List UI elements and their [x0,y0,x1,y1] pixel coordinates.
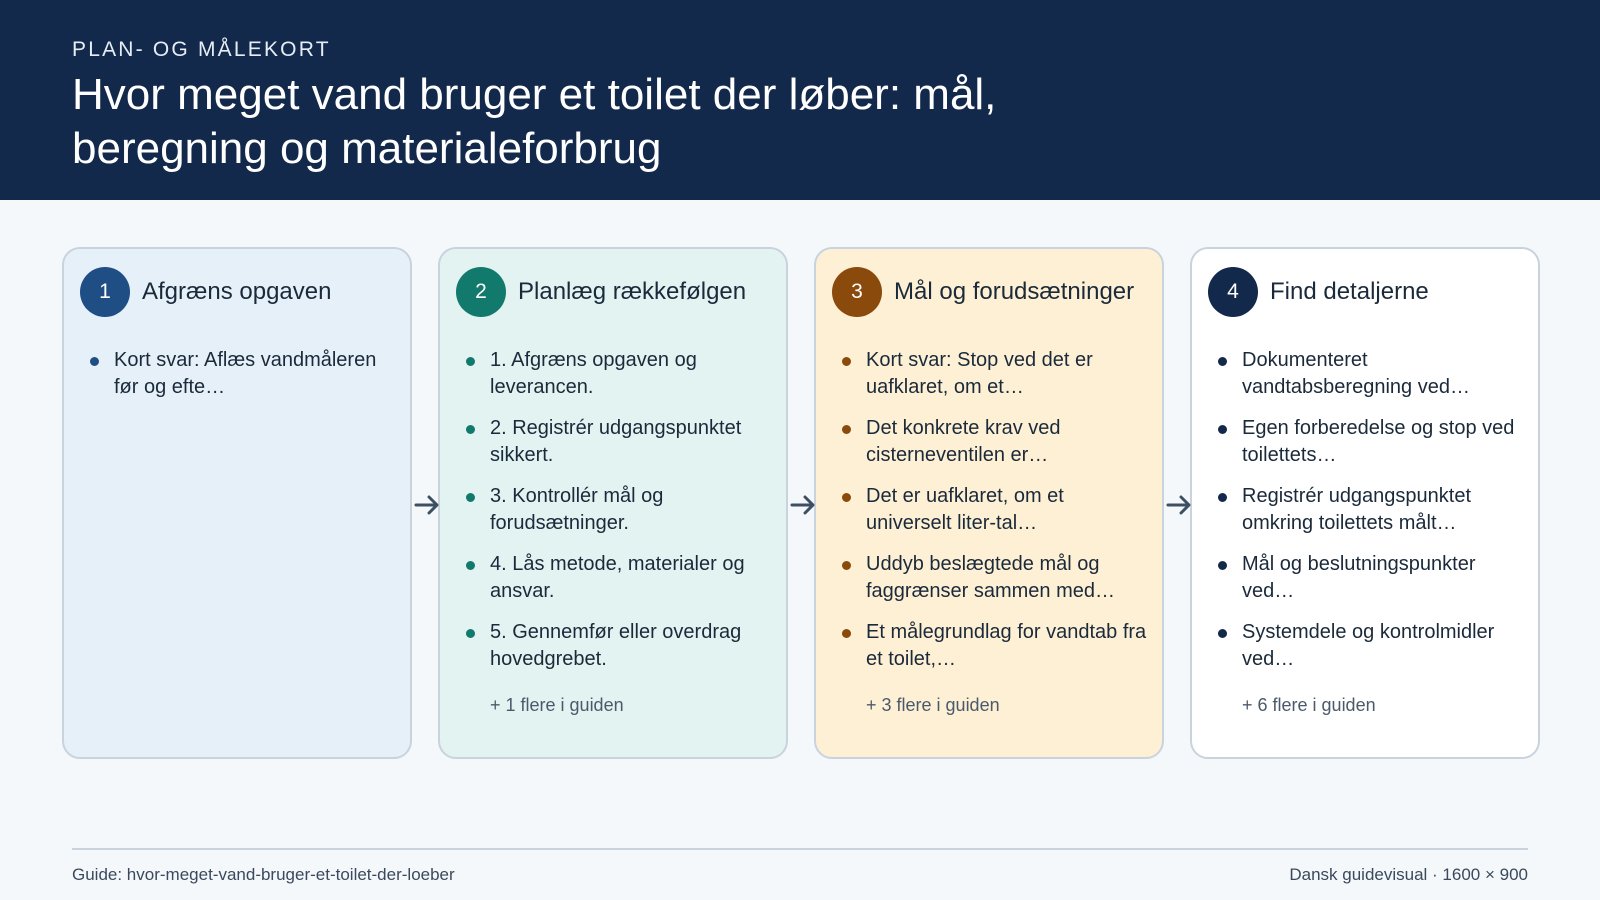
more-in-guide-note: + 6 flere i guiden [1242,695,1376,715]
step-item-list [842,347,1152,687]
list-item [842,347,1152,401]
bullet-icon [1218,629,1227,638]
list-item [1218,619,1528,673]
step-item-list [90,347,400,415]
step-number-badge: 1 [80,267,130,317]
bullet-icon [466,493,475,502]
bullet-icon [1218,357,1227,366]
page-title: Hvor meget vand bruger et toilet der løber: mål, beregning og materialeforbrug [72,70,997,173]
list-item [466,619,776,673]
bullet-icon [842,629,851,638]
step-card-1 [62,247,412,759]
bullet-icon [842,425,851,434]
list-item [466,347,776,401]
list-item-text: 5. Gennemfør eller overdrag hovedgrebet. [490,621,742,670]
step-card-title: Find detaljerne [1270,278,1429,305]
footer-guide-slug: Guide: hvor-meget-vand-bruger-et-toilet-der-loeber [72,865,455,884]
list-item-text: Uddyb beslægtede mål og faggrænser sammen med… [866,553,1115,602]
step-item-list [1218,347,1528,687]
list-item-text: Egen forberedelse og stop ved toilettets… [1242,417,1515,466]
list-item [842,415,1152,469]
bullet-icon [1218,425,1227,434]
bullet-icon [466,357,475,366]
bullet-icon [1218,561,1227,570]
step-card-title: Afgræns opgaven [142,278,332,305]
list-item [1218,415,1528,469]
bullet-icon [1218,493,1227,502]
eyebrow-label: PLAN- OG MÅLEKORT [72,38,331,61]
list-item-text: 1. Afgræns opgaven og leverancen. [490,349,697,398]
list-item-text: Registrér udgangspunktet omkring toilettets målt… [1242,485,1472,534]
step-card-3 [814,247,1164,759]
list-item [1218,347,1528,401]
arrow-right-icon [788,490,818,520]
bullet-icon [90,357,99,366]
header-banner [0,0,1600,200]
step-card-4 [1190,247,1540,759]
list-item-text: Det er uafklaret, om et universelt liter-tal… [866,485,1064,534]
bullet-icon [842,561,851,570]
more-in-guide-note: + 3 flere i guiden [866,695,1000,715]
bullet-icon [466,629,475,638]
bullet-icon [842,493,851,502]
list-item-text: Det konkrete krav ved cisterneventilen er… [866,417,1061,466]
list-item [842,483,1152,537]
footer-credit: Dansk guidevisual · 1600 × 900 [1289,865,1528,884]
step-item-list [466,347,776,687]
step-number-badge: 2 [456,267,506,317]
step-number-badge: 4 [1208,267,1258,317]
bullet-icon [842,357,851,366]
list-item-text: Kort svar: Aflæs vandmåleren før og efte… [114,349,377,398]
list-item [1218,551,1528,605]
list-item-text: 2. Registrér udgangspunktet sikkert. [490,417,742,466]
list-item-text: 3. Kontrollér mål og forudsætninger. [490,485,664,534]
list-item-text: Systemdele og kontrolmidler ved… [1242,621,1495,670]
list-item-text: Mål og beslutningspunkter ved… [1242,553,1476,602]
list-item [466,551,776,605]
list-item [842,551,1152,605]
step-card-2 [438,247,788,759]
list-item [466,415,776,469]
arrow-right-icon [1164,490,1194,520]
arrow-right-icon [412,490,442,520]
list-item [1218,483,1528,537]
step-card-title: Mål og forudsætninger [894,278,1135,305]
more-in-guide-note: + 1 flere i guiden [490,695,624,715]
list-item-text: Et målegrundlag for vandtab fra et toilet,… [866,621,1147,670]
list-item [90,347,400,401]
list-item [842,619,1152,673]
list-item-text: 4. Lås metode, materialer og ansvar. [490,553,745,602]
bullet-icon [466,561,475,570]
bullet-icon [466,425,475,434]
step-card-title: Planlæg rækkefølgen [518,278,747,305]
footer-divider [72,848,1528,850]
list-item-text: Kort svar: Stop ved det er uafklaret, om et… [866,349,1093,398]
step-number-badge: 3 [832,267,882,317]
list-item-text: Dokumenteret vandtabsberegning ved… [1242,349,1470,398]
list-item [466,483,776,537]
